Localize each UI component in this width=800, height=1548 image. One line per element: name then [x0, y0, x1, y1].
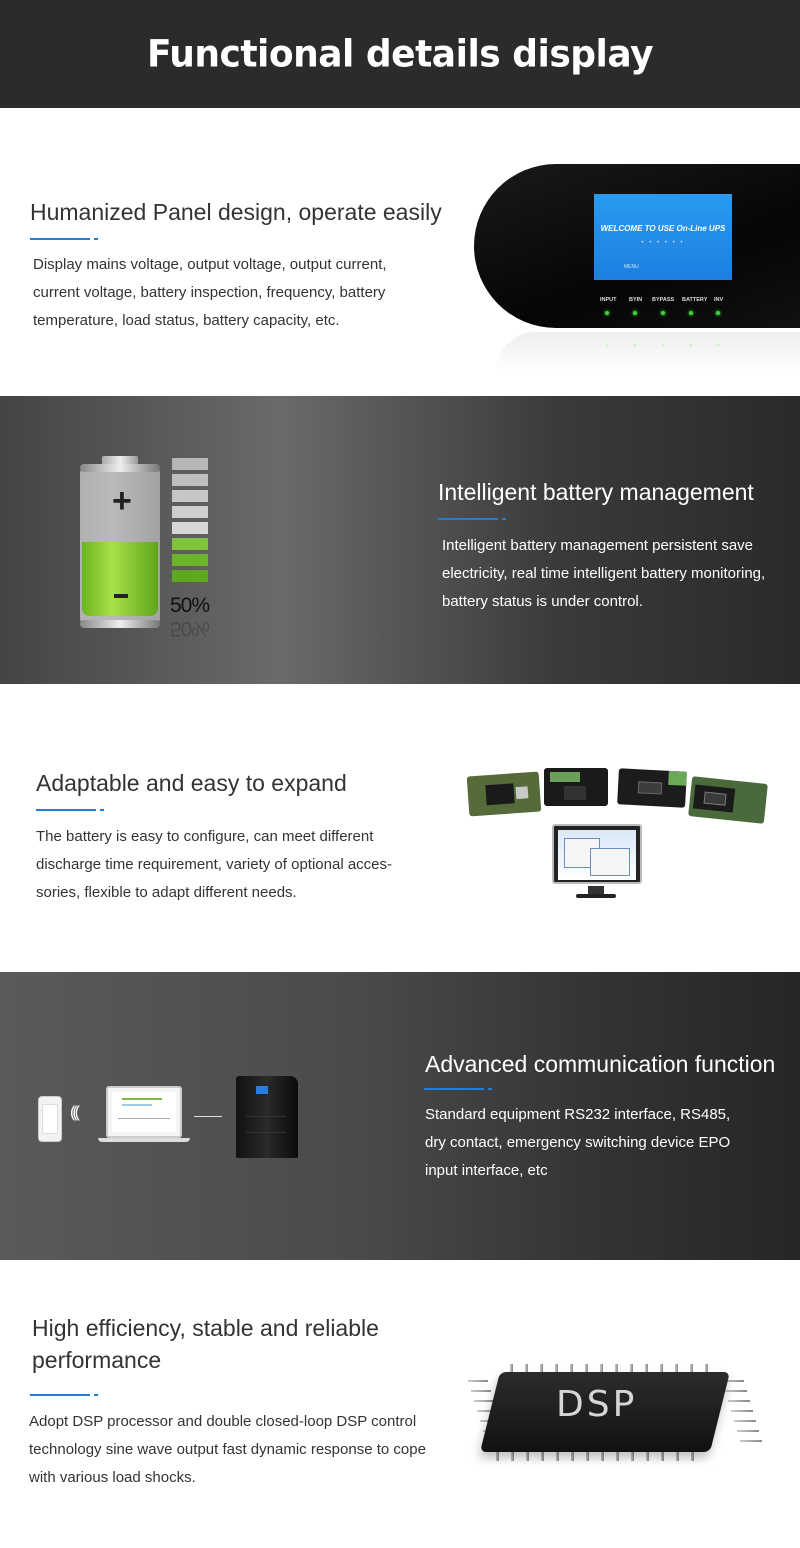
- title-underline: [30, 238, 98, 240]
- section-expandable: [0, 684, 800, 972]
- wifi-waves-icon: (((: [70, 1104, 77, 1121]
- chip-pin: [601, 1452, 604, 1461]
- chip-pin: [731, 1410, 753, 1412]
- indicator-inv: INV: [714, 297, 724, 303]
- ups-control-panel-image: [474, 164, 800, 328]
- led-icon: [633, 311, 637, 315]
- section-title: Advanced communication function: [425, 1051, 776, 1077]
- section-communication: [0, 972, 800, 1260]
- title-underline: [438, 518, 506, 520]
- led-icon: [661, 311, 665, 315]
- chip-pin: [556, 1452, 559, 1461]
- network-card-icon: [617, 768, 687, 808]
- chip-pin: [471, 1390, 491, 1392]
- led-icon: [716, 311, 720, 315]
- indicator-battery: BATTERY: [682, 297, 708, 303]
- chip-pin: [511, 1452, 514, 1461]
- section-title: Humanized Panel design, operate easily: [30, 199, 442, 225]
- chip-pin: [631, 1452, 634, 1461]
- monitor-icon: [552, 824, 642, 884]
- section-title: Adaptable and easy to expand: [36, 770, 347, 796]
- battery-percentage: 50%: [170, 594, 210, 617]
- chip-pin: [737, 1430, 759, 1432]
- smartphone-icon: [38, 1096, 62, 1142]
- section-description: Intelligent battery management persistent save electricity, real time intelligent battery monitoring, battery status is under control.: [442, 537, 766, 610]
- section-description: The battery is easy to configure, can meet different discharge time requirement, variety of optional acces-sories, flexible to adapt different needs.: [36, 828, 393, 901]
- section-description: Standard equipment RS232 interface, RS485, dry contact, emergency switching device EPO input interface, etc: [425, 1106, 731, 1179]
- network-card-icon: [467, 772, 542, 817]
- section-title: High efficiency, stable and reliable performance: [32, 1315, 379, 1373]
- page-header: [0, 0, 800, 108]
- network-card-icon: [688, 776, 768, 824]
- chip-pin: [571, 1452, 574, 1461]
- chip-pin: [541, 1452, 544, 1461]
- chip-pin: [474, 1400, 494, 1402]
- chip-pin: [740, 1440, 762, 1442]
- connection-line: [194, 1116, 222, 1117]
- panel-reflection: [496, 332, 800, 372]
- indicator-input: INPUT: [600, 297, 617, 303]
- title-underline: [30, 1394, 98, 1396]
- title-underline: [424, 1088, 492, 1090]
- led-icon: [605, 311, 609, 315]
- chip-pin: [728, 1400, 750, 1402]
- chip-pin: [646, 1452, 649, 1461]
- dsp-chip-icon: [460, 1356, 750, 1466]
- lcd-welcome-text: WELCOME TO USE On-Line UPS: [600, 224, 726, 233]
- laptop-icon: [106, 1086, 182, 1138]
- battery-icon: +: [80, 456, 160, 628]
- chip-pin: [691, 1452, 694, 1461]
- section-battery-management: [0, 396, 800, 684]
- chip-pin: [734, 1420, 756, 1422]
- led-icon: [689, 311, 693, 315]
- chip-pin: [586, 1452, 589, 1461]
- ups-cabinet-icon: [236, 1076, 298, 1158]
- section-description: Adopt DSP processor and double closed-loop DSP control technology sine wave output fast dynamic response to cope with various load shocks.: [29, 1413, 426, 1486]
- section-high-efficiency: [0, 1260, 800, 1548]
- indicator-byin: BYIN: [629, 297, 643, 303]
- chip-pin: [468, 1380, 488, 1382]
- section-panel-design: [0, 108, 800, 396]
- chip-pin: [496, 1452, 499, 1461]
- page-title: Functional details display: [146, 32, 654, 76]
- lcd-screen: WELCOME TO USE On-Line UPS • • • • • • MENU: [594, 194, 732, 280]
- section-description: Display mains voltage, output voltage, output current, current voltage, battery inspection, frequency, battery temperature, load status, battery capacity, etc.: [33, 256, 387, 329]
- chip-pin: [526, 1452, 529, 1461]
- indicator-bypass: BYPASS: [652, 297, 675, 303]
- network-card-icon: [544, 768, 608, 806]
- section-title: Intelligent battery management: [438, 479, 754, 505]
- title-underline: [36, 809, 104, 811]
- chip-pin: [676, 1452, 679, 1461]
- chip-pin: [661, 1452, 664, 1461]
- chip-pin: [616, 1452, 619, 1461]
- chip-pin: [725, 1390, 747, 1392]
- chip-label: DSP: [556, 1384, 638, 1425]
- battery-percentage-reflection: 50%: [170, 617, 210, 640]
